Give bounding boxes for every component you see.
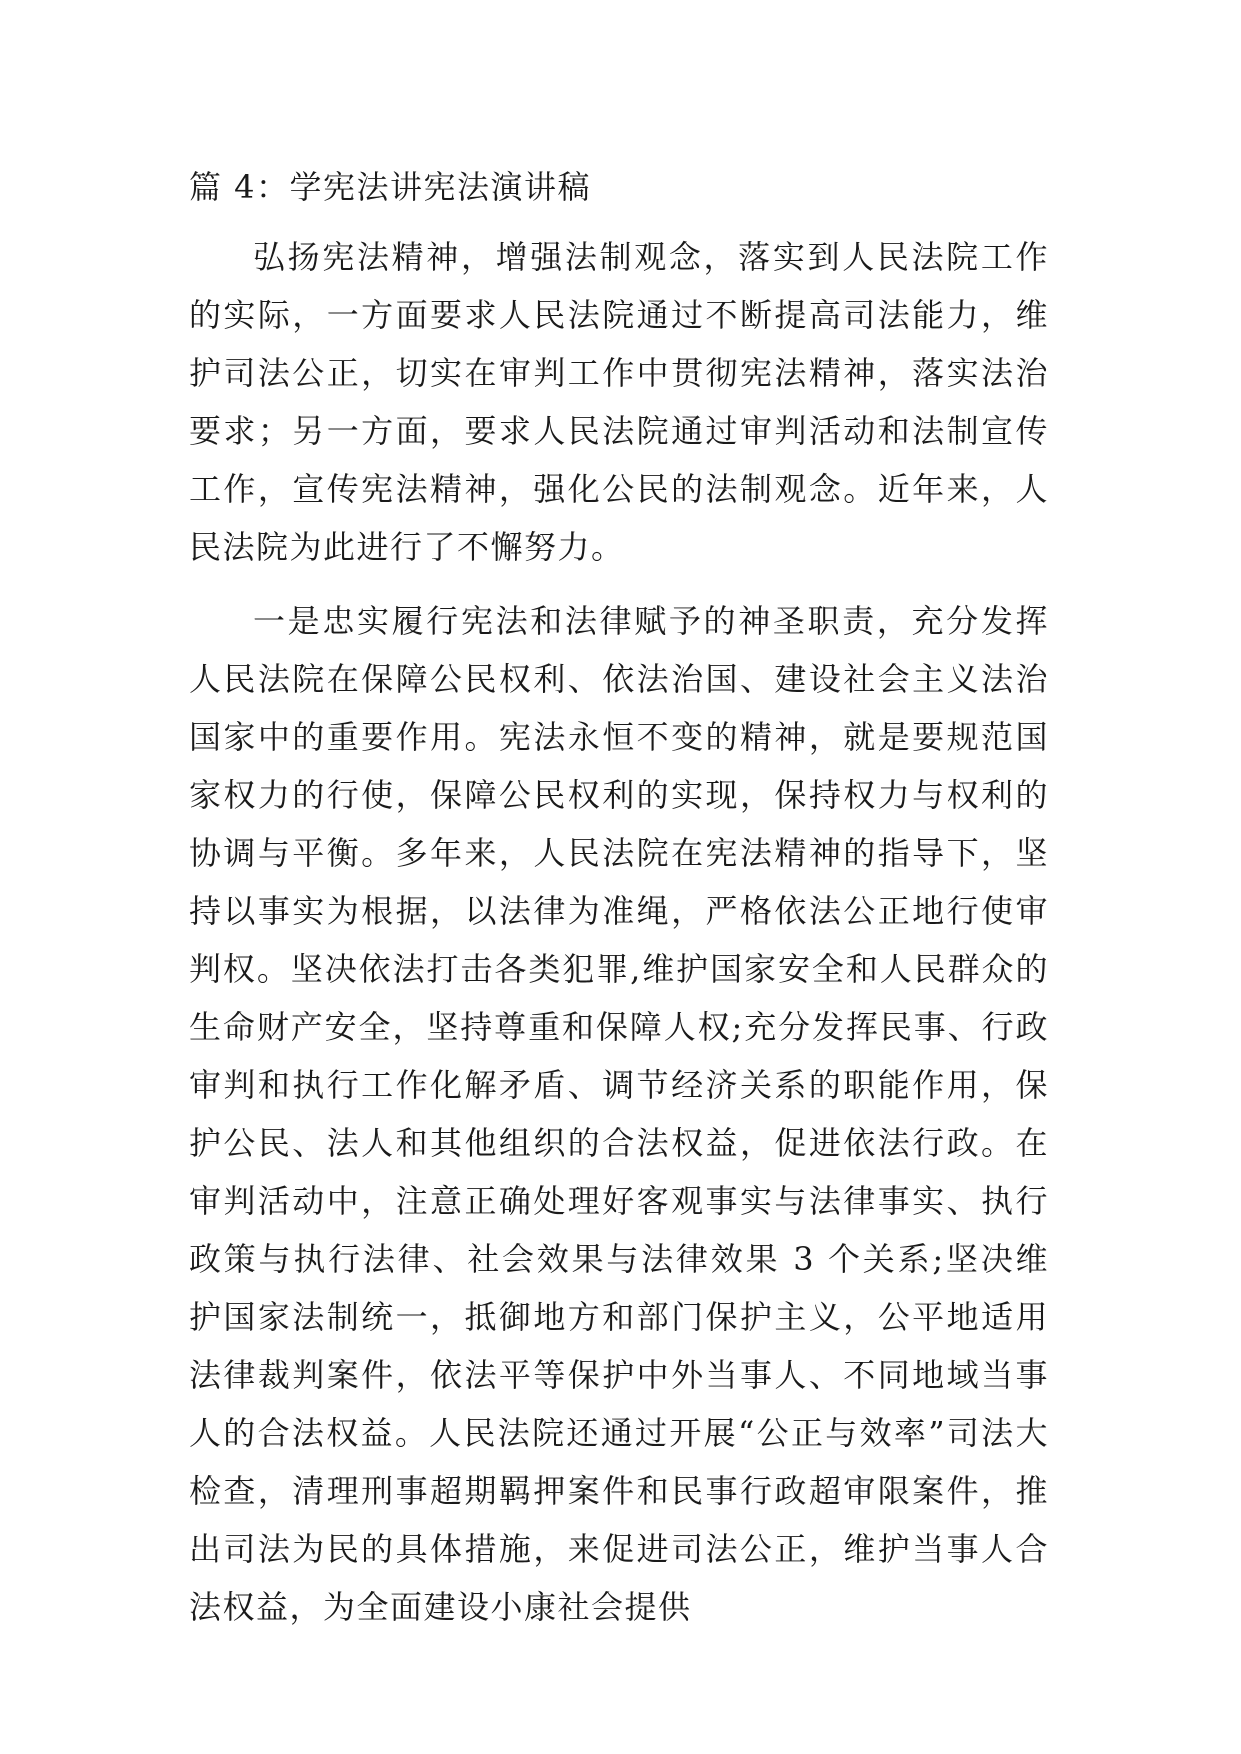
paragraph-point-one: 一是忠实履行宪法和法律赋予的神圣职责，充分发挥人民法院在保障公民权利、依法治国、建设社会主义法治国家中的重要作用。宪法永恒不变的精神，就是要规范国家权力的行使，保障公民权利的实现，保持权力与权利的协调与平衡。多年来，人民法院在宪法精神的指导下，坚持以事实为根据，以法律为准绳，严格依法公正地行使审判权。坚决依法打击各类犯罪,维护国家安全和人民群众的生命财产安全，坚持尊重和保障人权;充分发挥民事、行政审判和执行工作化解矛盾、调节经济关系的职能作用，保护公民、法人和其他组织的合法权益，促进依法行政。在审判活动中，注意正确处理好客观事实与法律事实、执行政策与执行法律、社会效果与法律效果 3 个关系;坚决维护国家法制统一，抵御地方和部门保护主义，公平地适用法律裁判案件，依法平等保护中外当事人、不同地域当事人的合法权益。人民法院还通过开展“公正与效率”司法大检查，清理刑事超期羁押案件和民事行政超审限案件，推出司法为民的具体措施，来促进司法公正，维护当事人合法权益，为全面建设小康社会提供 (189, 602, 1049, 1626)
document-body (189, 158, 1049, 1636)
paragraph-intro: 弘扬宪法精神，增强法制观念，落实到人民法院工作的实际，一方面要求人民法院通过不断提高司法能力，维护司法公正，切实在审判工作中贯彻宪法精神，落实法治要求；另一方面，要求人民法院通过审判活动和法制宣传工作，宣传宪法精神，强化公民的法制观念。近年来，人民法院为此进行了不懈努力。 (189, 238, 1049, 566)
document-title: 篇 4：学宪法讲宪法演讲稿 (189, 168, 592, 206)
